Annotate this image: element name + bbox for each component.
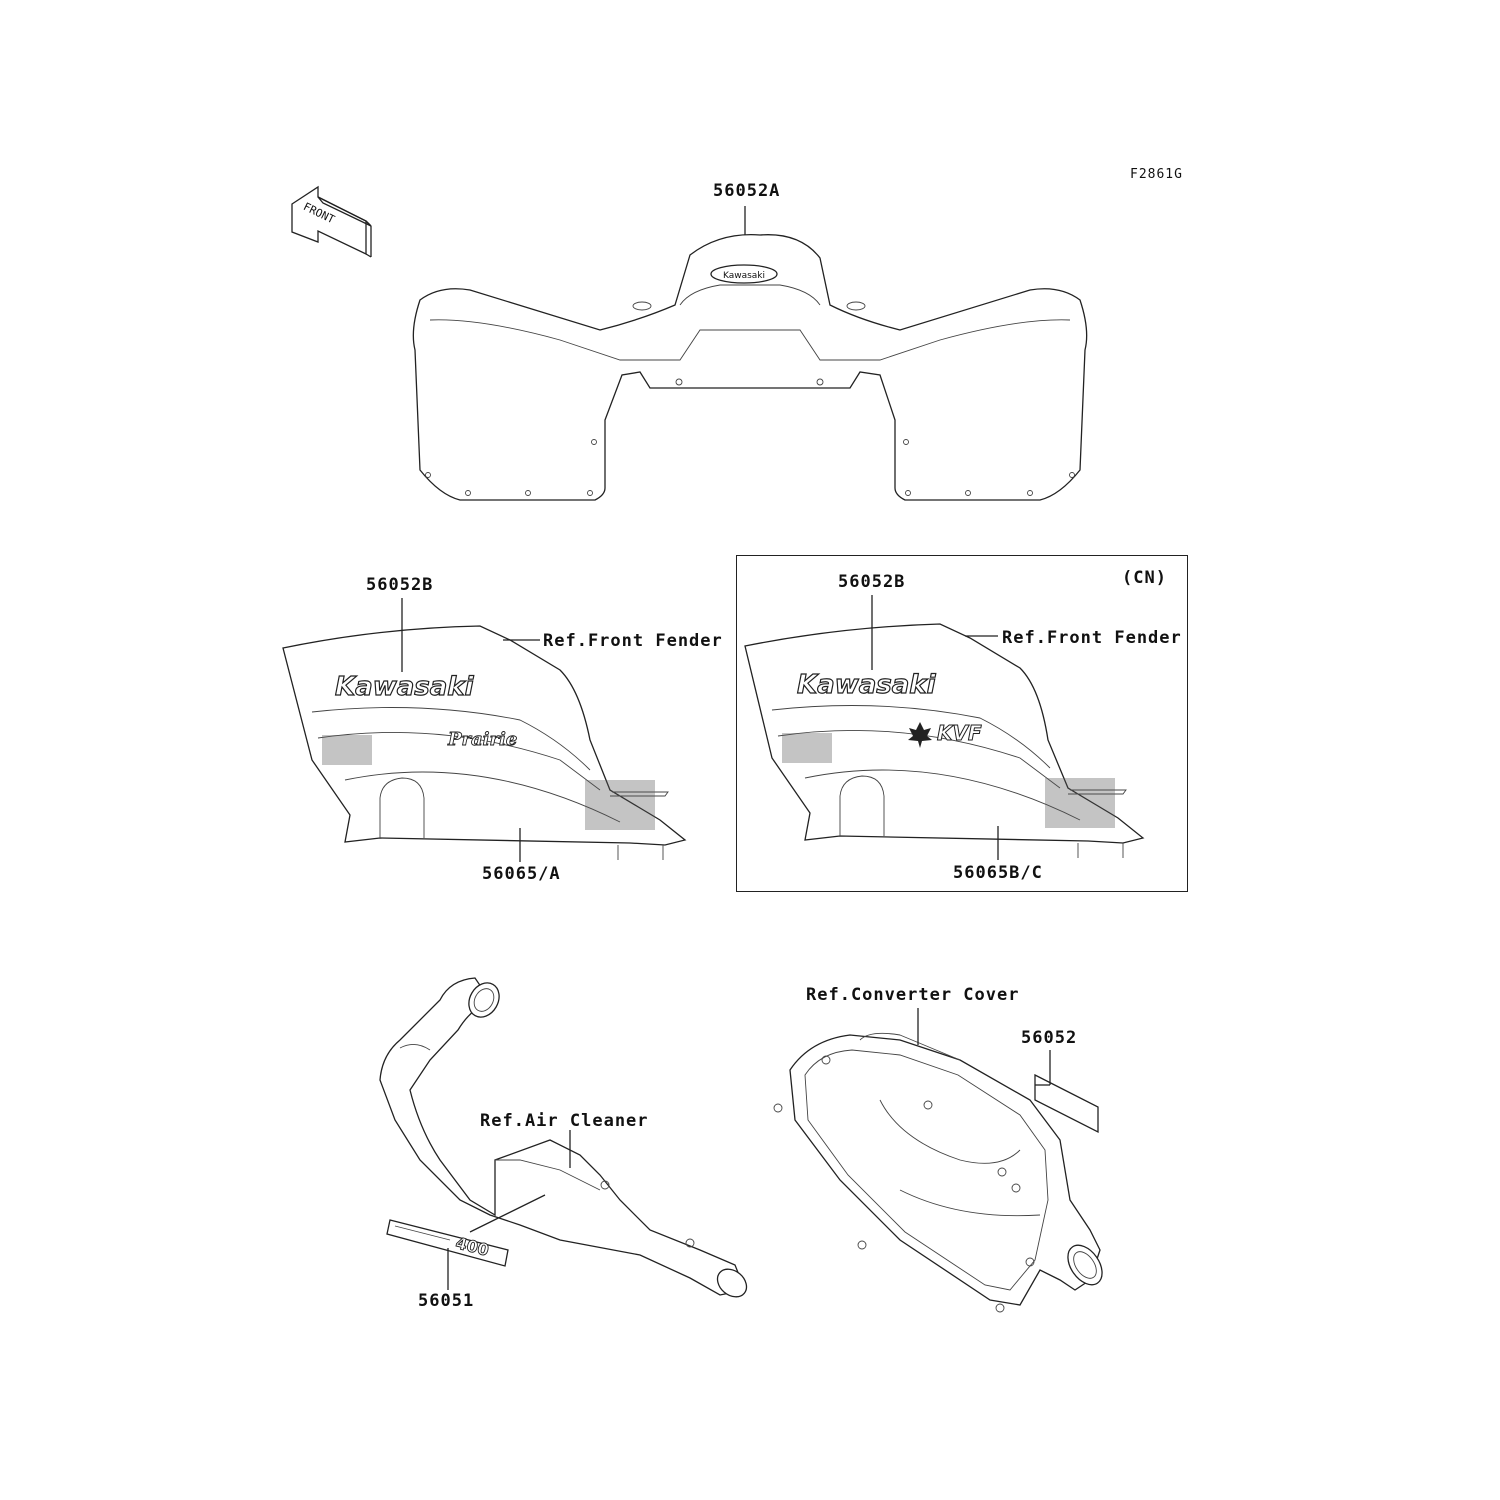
right-kvf-decal: KVF — [937, 721, 982, 745]
part-56052: 56052 — [1021, 1028, 1078, 1048]
badge-400-drawing — [387, 1220, 508, 1290]
part-56065A: 56065/A — [482, 864, 561, 884]
ref-front-fender-left: Ref.Front Fender — [543, 631, 723, 651]
air-cleaner-drawing — [380, 977, 752, 1302]
left-kawasaki-decal: Kawasaki — [335, 672, 474, 702]
rear-fender-drawing — [413, 206, 1086, 500]
converter-cover-drawing — [774, 1008, 1109, 1312]
variant-tag: (CN) — [1122, 568, 1167, 588]
part-56065BC: 56065B/C — [953, 863, 1043, 883]
badge-400-text: 400 — [453, 1233, 491, 1260]
part-56052A: 56052A — [713, 181, 781, 201]
left-prairie-decal: Prairie — [448, 729, 518, 750]
ref-converter-cover: Ref.Converter Cover — [806, 985, 1020, 1005]
part-56051: 56051 — [418, 1291, 475, 1311]
diagram-code: F2861G — [1130, 167, 1183, 182]
ref-front-fender-right: Ref.Front Fender — [1002, 628, 1182, 648]
right-kawasaki-decal: Kawasaki — [797, 670, 936, 700]
part-56052B-left: 56052B — [366, 575, 434, 595]
part-56052B-right: 56052B — [838, 572, 906, 592]
ref-air-cleaner: Ref.Air Cleaner — [480, 1111, 649, 1131]
cn-variant-box — [736, 555, 1188, 892]
front-arrow-icon — [292, 187, 371, 257]
front-arrow-label: FRONT — [301, 200, 337, 227]
rear-fender-logo: Kawasaki — [722, 271, 766, 281]
